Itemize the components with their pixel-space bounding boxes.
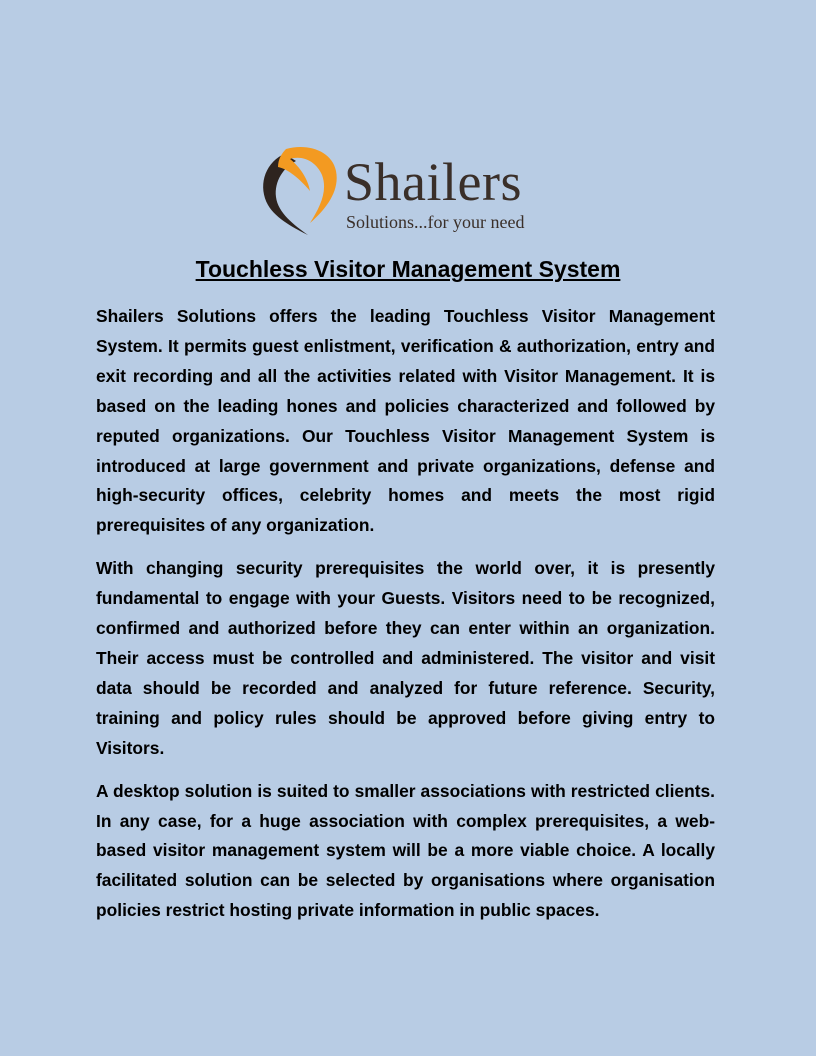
logo-tagline: Solutions...for your need	[346, 212, 525, 232]
paragraph: A desktop solution is suited to smaller associations with restricted clients. In any case, for a huge association with complex prerequisites, a web-based visitor management system will be a more viable choice. A locally facilitated solution can be selected by organisations where organisation policies restrict hosting private information in public spaces.	[96, 780, 715, 921]
document-body	[96, 302, 715, 939]
logo-name: Shailers	[344, 152, 522, 212]
logo-orange-swoosh	[278, 147, 337, 223]
shailers-s-logo-icon	[256, 143, 338, 239]
company-logo	[256, 143, 566, 239]
paragraph: With changing security prerequisites the world over, it is presently fundamental to engage with your Guests. Visitors need to be recognized, confirmed and authorized before they can enter within an organization. Their access must be controlled and administered. The visitor and visit data should be recorded and analyzed for future reference. Security, training and policy rules should be approved before giving entry to Visitors.	[96, 558, 715, 758]
page-title: Touchless Visitor Management System	[195, 256, 621, 282]
paragraph: Shailers Solutions offers the leading Touchless Visitor Management System. It permits guest enlistment, verification & authorization, entry and exit recording and all the activities related with Visitor Management. It is based on the leading hones and policies characterized and followed by reputed organizations. Our Touchless Visitor Management System is introduced at large government and private organizations, defense and high-security offices, celebrity homes and meets the most rigid prerequisites of any organization.	[96, 306, 715, 536]
